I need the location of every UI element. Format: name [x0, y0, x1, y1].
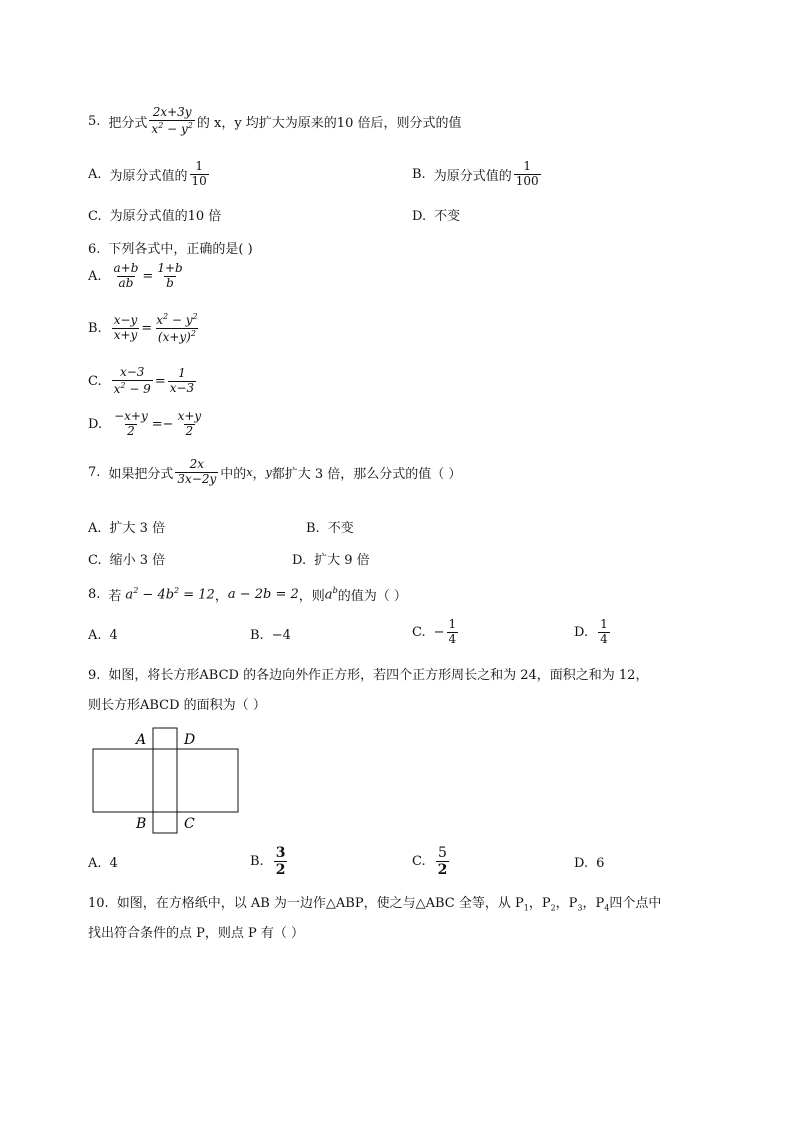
q9-b-frac — [274, 845, 288, 878]
q5-text-after: 的 x，y 均扩大为原来的10 倍后，则分式的值 — [196, 115, 462, 131]
q7-number: 7. — [88, 464, 101, 480]
q6-a-eq: = — [142, 268, 154, 284]
q10-stem-line1 — [88, 892, 661, 913]
q5-den-mid: − y — [163, 121, 188, 136]
q6-a-left — [112, 262, 141, 291]
q10-number: 10. — [88, 896, 109, 911]
q9-option-d[interactable] — [574, 856, 604, 871]
q7-text-after: 都扩大 3 倍，那么分式的值（ ） — [271, 466, 462, 482]
q9-b-label: B. — [250, 854, 264, 870]
q6-c-eq: = — [154, 373, 166, 389]
q5-a-label: A. — [88, 166, 102, 182]
q5-a-den: 10 — [191, 173, 207, 188]
q8-expr1-a: a — [125, 587, 134, 603]
q8-b-text: −4 — [271, 628, 291, 643]
q8-expr1-exp1: 2 — [133, 586, 139, 596]
q5-b-label: B. — [412, 166, 426, 182]
q7-c-label: C. — [88, 553, 102, 568]
q8-c-sign: − — [433, 624, 445, 640]
q5-option-c[interactable] — [88, 205, 221, 224]
q6-d-rn: x+y — [177, 409, 202, 423]
q7-var-y: y — [265, 465, 272, 479]
q6-b-rn-mid: − y — [168, 313, 193, 327]
q5-exp2: 2 — [187, 120, 193, 130]
q5-option-b[interactable] — [412, 160, 543, 189]
q5-frac-num: 2x+3y — [152, 105, 192, 119]
fig-label-a: A — [136, 732, 147, 748]
q9-c-den: 2 — [437, 862, 448, 879]
q6-d-left — [112, 410, 150, 439]
q5-b-num: 1 — [523, 159, 531, 173]
q5-a-num: 1 — [195, 159, 203, 173]
q7-a-label: A. — [88, 521, 102, 536]
q10-line1-end: 四个点中 — [609, 896, 662, 911]
q5-text-before: 把分式 — [108, 115, 148, 131]
q5-b-frac — [514, 160, 541, 189]
q6-b-left — [112, 314, 140, 343]
q7-d-label: D. — [292, 553, 307, 568]
q5-b-den: 100 — [515, 173, 539, 188]
q6-b-ln: x−y — [113, 313, 138, 327]
q6-b-ld: x+y — [113, 327, 138, 342]
q6-c-ld-rest: − 9 — [125, 381, 151, 396]
q9-a-label: A. — [88, 856, 102, 871]
q7-option-c[interactable] — [88, 549, 165, 568]
q8-d-num: 1 — [600, 617, 608, 631]
q7-sep: ， — [252, 466, 266, 482]
q9-b-den: 2 — [275, 862, 286, 879]
q9-figure — [80, 720, 255, 845]
q5-stem — [88, 106, 461, 137]
q6-d-label: D. — [88, 416, 103, 432]
q8-a-label: A. — [88, 628, 102, 643]
q5-c-text: 为原分式值的10 倍 — [109, 209, 222, 224]
q5-fraction — [149, 106, 194, 137]
q6-c-ld-exp: 2 — [120, 380, 126, 390]
q9-c-num: 5 — [438, 845, 447, 861]
q7-frac-num: 2x — [189, 457, 205, 471]
q6-b-rd-exp: 2 — [190, 328, 196, 338]
q6-a-rd: b — [166, 275, 174, 290]
q8-expr1-exp2: 2 — [174, 586, 180, 596]
q8-stem — [88, 585, 407, 604]
q6-b-rn-x: x — [156, 313, 163, 327]
q6-c-label: C. — [88, 373, 102, 389]
fig-label-b: B — [136, 816, 147, 832]
q5-frac-den — [149, 120, 194, 137]
q5-option-a[interactable] — [88, 160, 211, 189]
q10-stem-line2: 找出符合条件的点 P，则点 P 有（ ） — [88, 926, 305, 941]
q6-d-ln: −x+y — [114, 409, 148, 423]
q8-c-label: C. — [412, 624, 426, 640]
q6-stem — [88, 238, 253, 257]
q10-sub4: 4 — [604, 903, 610, 913]
q8-b-label: B. — [250, 628, 264, 643]
q10-c3: ，P — [582, 896, 605, 911]
q5-den-x: x — [151, 121, 159, 136]
q10-c2: ，P — [555, 896, 578, 911]
q8-pow-base: a — [324, 587, 333, 603]
q6-b-right — [154, 312, 199, 345]
q10-c1: ，P — [528, 896, 551, 911]
q6-number: 6. — [88, 242, 101, 257]
q6-option-b[interactable] — [88, 312, 202, 345]
q9-a-text: 4 — [109, 856, 118, 871]
q6-d-ld: 2 — [127, 423, 135, 438]
rectangle-abcd — [93, 749, 238, 812]
q8-text2: ，则 — [298, 589, 325, 604]
q7-frac-den: 3x−2y — [177, 471, 217, 486]
q7-c-text: 缩小 3 倍 — [109, 553, 166, 568]
q6-option-c[interactable] — [88, 366, 198, 397]
q6-b-rn-exp1: 2 — [162, 312, 169, 321]
q6-b-rd-base: (x+y) — [157, 329, 191, 344]
q7-option-a[interactable] — [88, 517, 165, 536]
q6-d-rd: 2 — [185, 423, 194, 438]
q6-b-rn-exp2: 2 — [192, 312, 198, 321]
q7-option-d[interactable] — [292, 549, 370, 568]
q7-fraction — [175, 458, 218, 487]
q7-d-text: 扩大 9 倍 — [314, 553, 370, 568]
q9-d-label: D. — [574, 856, 589, 871]
q6-a-right — [155, 262, 184, 291]
q6-c-ln: x−3 — [119, 365, 145, 379]
q7-a-text: 扩大 3 倍 — [109, 521, 166, 536]
q5-d-text: 不变 — [434, 209, 461, 224]
q6-b-eq: = — [141, 320, 153, 336]
q6-d-eq: = — [151, 416, 163, 432]
q6-a-ln: a+b — [113, 261, 139, 275]
q5-number: 5. — [88, 113, 101, 129]
q8-expr2: a − 2b = 2 — [227, 587, 299, 602]
q6-c-ld-x: x — [113, 381, 121, 396]
q8-sep: ， — [214, 589, 228, 604]
q9-option-b[interactable] — [250, 845, 289, 878]
q6-d-right — [176, 410, 204, 439]
q10-sub1: 1 — [523, 903, 529, 913]
q6-c-rd: x−3 — [169, 380, 195, 395]
q5-exp1: 2 — [158, 120, 164, 130]
q8-c-num: 1 — [448, 617, 457, 631]
q6-c-rn: 1 — [178, 366, 186, 380]
q8-d-den: 4 — [600, 631, 608, 646]
q8-option-d[interactable] — [574, 618, 612, 647]
q9-c-frac — [436, 845, 450, 878]
fig-label-c: C — [184, 816, 195, 832]
q9-option-c[interactable] — [412, 845, 451, 878]
q6-option-d[interactable] — [88, 410, 205, 439]
q8-option-b[interactable] — [250, 628, 291, 643]
q6-c-left — [112, 366, 153, 397]
q7-b-label: B. — [306, 521, 320, 536]
q8-expr1-mid: − 4b — [138, 587, 175, 603]
q7-option-b[interactable] — [306, 517, 354, 536]
q6-a-label: A. — [88, 268, 102, 284]
q8-expr1-end: = 12 — [179, 587, 215, 603]
q8-c-den: 4 — [448, 631, 457, 646]
q10-sub3: 3 — [577, 903, 583, 913]
q8-text1: 若 — [108, 589, 122, 604]
q5-option-d[interactable] — [412, 205, 460, 224]
q7-text-before: 如果把分式 — [108, 466, 174, 482]
q6-b-rn — [154, 312, 199, 328]
q6-a-ld: ab — [118, 275, 134, 290]
q7-b-text: 不变 — [327, 521, 354, 536]
q9-d-text: 6 — [596, 856, 605, 871]
q7-text-mid: 中的 — [220, 466, 247, 482]
q8-expr1 — [125, 586, 214, 602]
q9-stem-line1 — [88, 664, 648, 683]
q6-a-rn: 1+b — [157, 261, 183, 275]
q5-c-label: C. — [88, 209, 102, 224]
q5-d-label: D. — [412, 209, 427, 224]
q10-line1: 如图，在方格纸中，以 AB 为一边作△ABP，使之与△ABC 全等，从 P — [116, 896, 524, 911]
q10-sub2: 2 — [550, 903, 556, 913]
q8-option-a[interactable] — [88, 628, 118, 643]
q8-a-text: 4 — [109, 628, 118, 643]
q8-c-frac — [447, 618, 459, 647]
q8-number: 8. — [88, 587, 101, 602]
q6-b-rd — [156, 328, 198, 345]
vertical-squares — [153, 728, 177, 833]
q7-var-x: x — [246, 465, 253, 479]
q6-text: 下列各式中，正确的是( ) — [108, 242, 253, 257]
q8-power — [325, 586, 338, 602]
q8-d-label: D. — [574, 624, 589, 640]
q6-option-a[interactable] — [88, 262, 187, 291]
q9-option-a[interactable] — [88, 856, 118, 871]
q6-c-ld — [112, 380, 153, 397]
q7-stem — [88, 458, 461, 487]
q8-pow-exp: b — [332, 586, 338, 596]
q5-a-text: 为原分式值的 — [109, 168, 188, 184]
q8-text3: 的值为（ ） — [337, 589, 407, 604]
q5-b-text: 为原分式值的 — [433, 168, 512, 184]
q5-a-frac — [190, 160, 209, 189]
q9-c-label: C. — [412, 854, 426, 870]
q6-c-right — [168, 367, 196, 396]
q9-stem-line2: 则长方形ABCD 的面积为（ ） — [88, 698, 266, 713]
q8-d-frac — [598, 618, 610, 647]
q6-d-minus: − — [162, 416, 174, 432]
fig-label-d: D — [184, 732, 196, 748]
q9-b-num: 3 — [275, 845, 286, 861]
q9-number: 9. — [88, 668, 101, 683]
q8-option-c[interactable] — [412, 618, 460, 647]
q9-line1: 如图，将长方形ABCD 的各边向外作正方形，若四个正方形周长之和为 24，面积之和为 12， — [108, 668, 649, 683]
q6-b-label: B. — [88, 320, 102, 336]
